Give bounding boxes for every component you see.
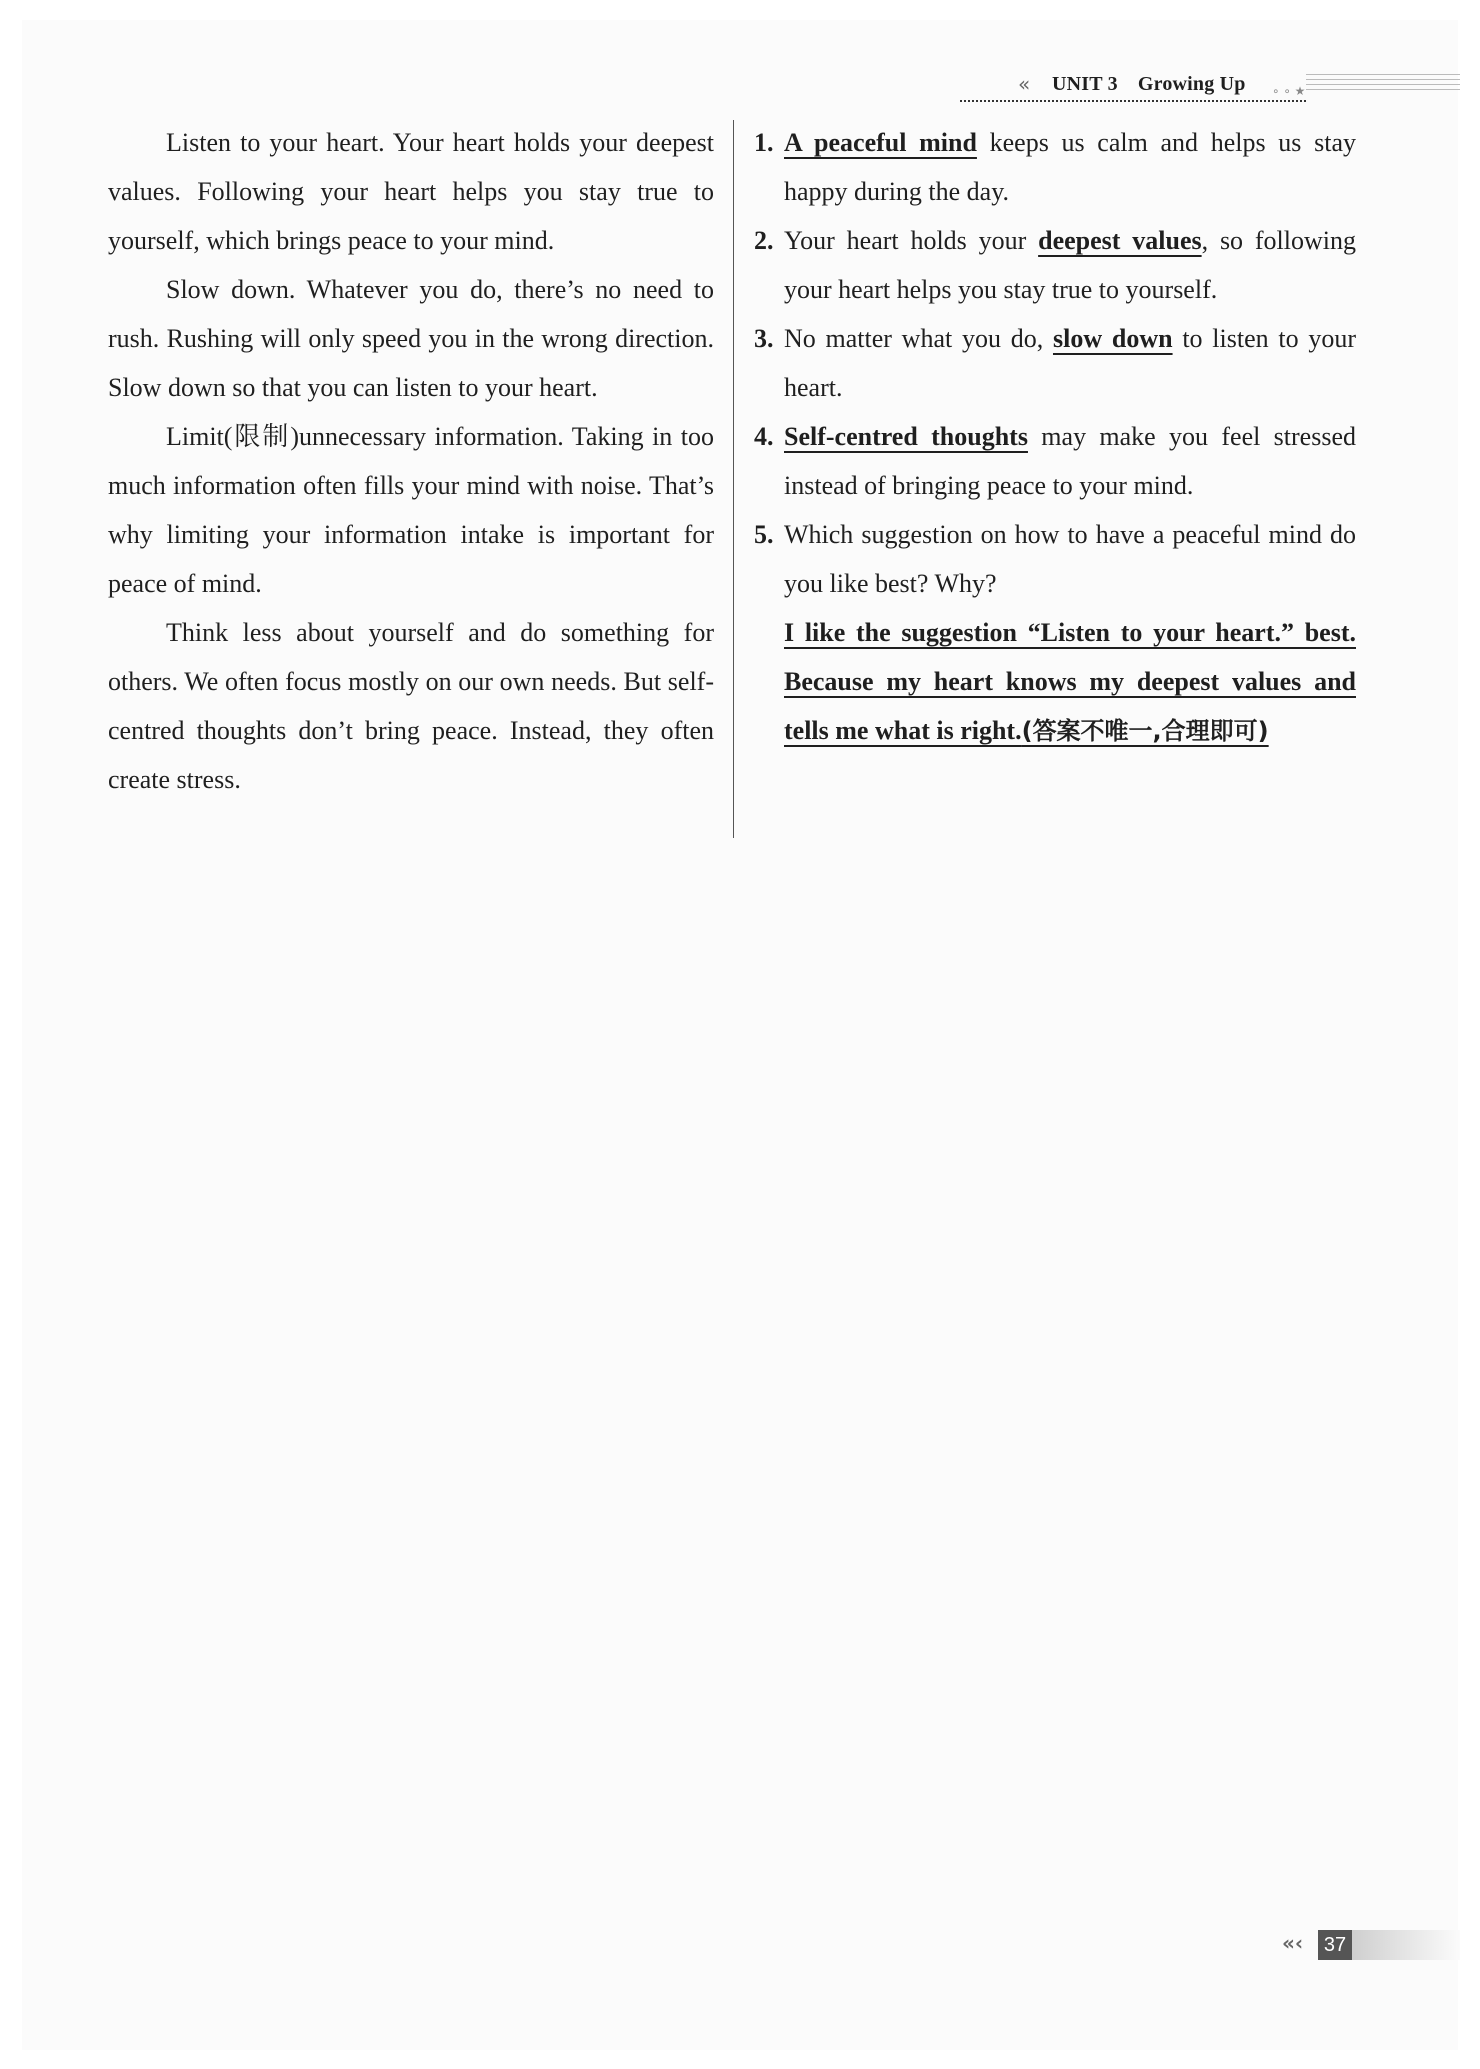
header-dotted-rule xyxy=(960,100,1306,102)
filled-answer: Self-centred thoughts xyxy=(784,422,1028,451)
column-divider xyxy=(733,120,734,838)
unit-title: Growing Up xyxy=(1137,73,1246,95)
page-number: 37 xyxy=(1318,1930,1352,1960)
question-text: keeps us calm and helps us stay happy during the day. xyxy=(784,128,1356,206)
question-item xyxy=(754,314,1356,412)
question-number: 1. xyxy=(754,128,774,157)
passage-paragraph: Slow down. Whatever you do, there’s no need to rush. Rushing will only speed you in the wrong direction. Slow down so that you can listen to your heart. xyxy=(108,275,714,402)
footer-gradient-bar xyxy=(1352,1930,1460,1960)
filled-answer: A peaceful mind xyxy=(784,128,977,157)
question-number: 2. xyxy=(754,226,774,255)
passage-paragraph: Think less about yourself and do something for others. We often focus mostly on our own needs. But self-centred thoughts don’t bring peace. Instead, they often create stress. xyxy=(108,618,714,794)
question-text: may make you feel stressed instead of bringing peace to your mind. xyxy=(784,422,1356,500)
passage-paragraph: Limit(限制)unnecessary information. Taking in too much information often fills your mind with noise. That’s why limiting your information intake is important for peace of mind. xyxy=(108,422,714,598)
open-answer xyxy=(754,608,1356,756)
question-text: to listen to your heart. xyxy=(784,324,1356,402)
question-item xyxy=(754,510,1356,608)
question-number: 4. xyxy=(754,422,774,451)
question-number: 5. xyxy=(754,520,774,549)
question-text: Your heart holds your xyxy=(784,226,1039,255)
page-header xyxy=(960,66,1460,106)
unit-label: UNIT 3 xyxy=(1052,73,1118,95)
question-text: No matter what you do, xyxy=(784,324,1053,353)
page-footer xyxy=(1282,1930,1460,1960)
filled-answer: deepest values xyxy=(1038,226,1202,255)
question-item xyxy=(754,216,1356,314)
star-decoration-icon: ∘ ∘ ★ xyxy=(1272,84,1306,98)
double-chevron-left-icon: « xyxy=(1018,72,1031,96)
passage-paragraph: Listen to your heart. Your heart holds your deepest values. Following your heart helps you stay true to yourself, which brings peace to your mind. xyxy=(108,128,714,255)
question-item xyxy=(754,118,1356,216)
filled-answer: slow down xyxy=(1052,324,1173,353)
question-text: , so following your heart helps you stay true to yourself. xyxy=(784,226,1356,304)
header-title xyxy=(1052,73,1246,96)
question-item xyxy=(754,412,1356,510)
question-number: 3. xyxy=(754,324,774,353)
question-text: Which suggestion on how to have a peaceful mind do you like best? Why? xyxy=(784,520,1356,598)
answer-note: (答案不唯一,合理即可) xyxy=(1021,717,1269,745)
header-lines-decoration xyxy=(1306,74,1460,100)
reading-passage xyxy=(108,118,714,804)
answer-english: I like the suggestion “Listen to your heart.” best. Because my heart knows my deepest values and tells me what is right. xyxy=(784,618,1356,745)
exercise-questions xyxy=(754,118,1356,756)
double-chevron-left-icon: «‹ xyxy=(1282,1931,1304,1955)
